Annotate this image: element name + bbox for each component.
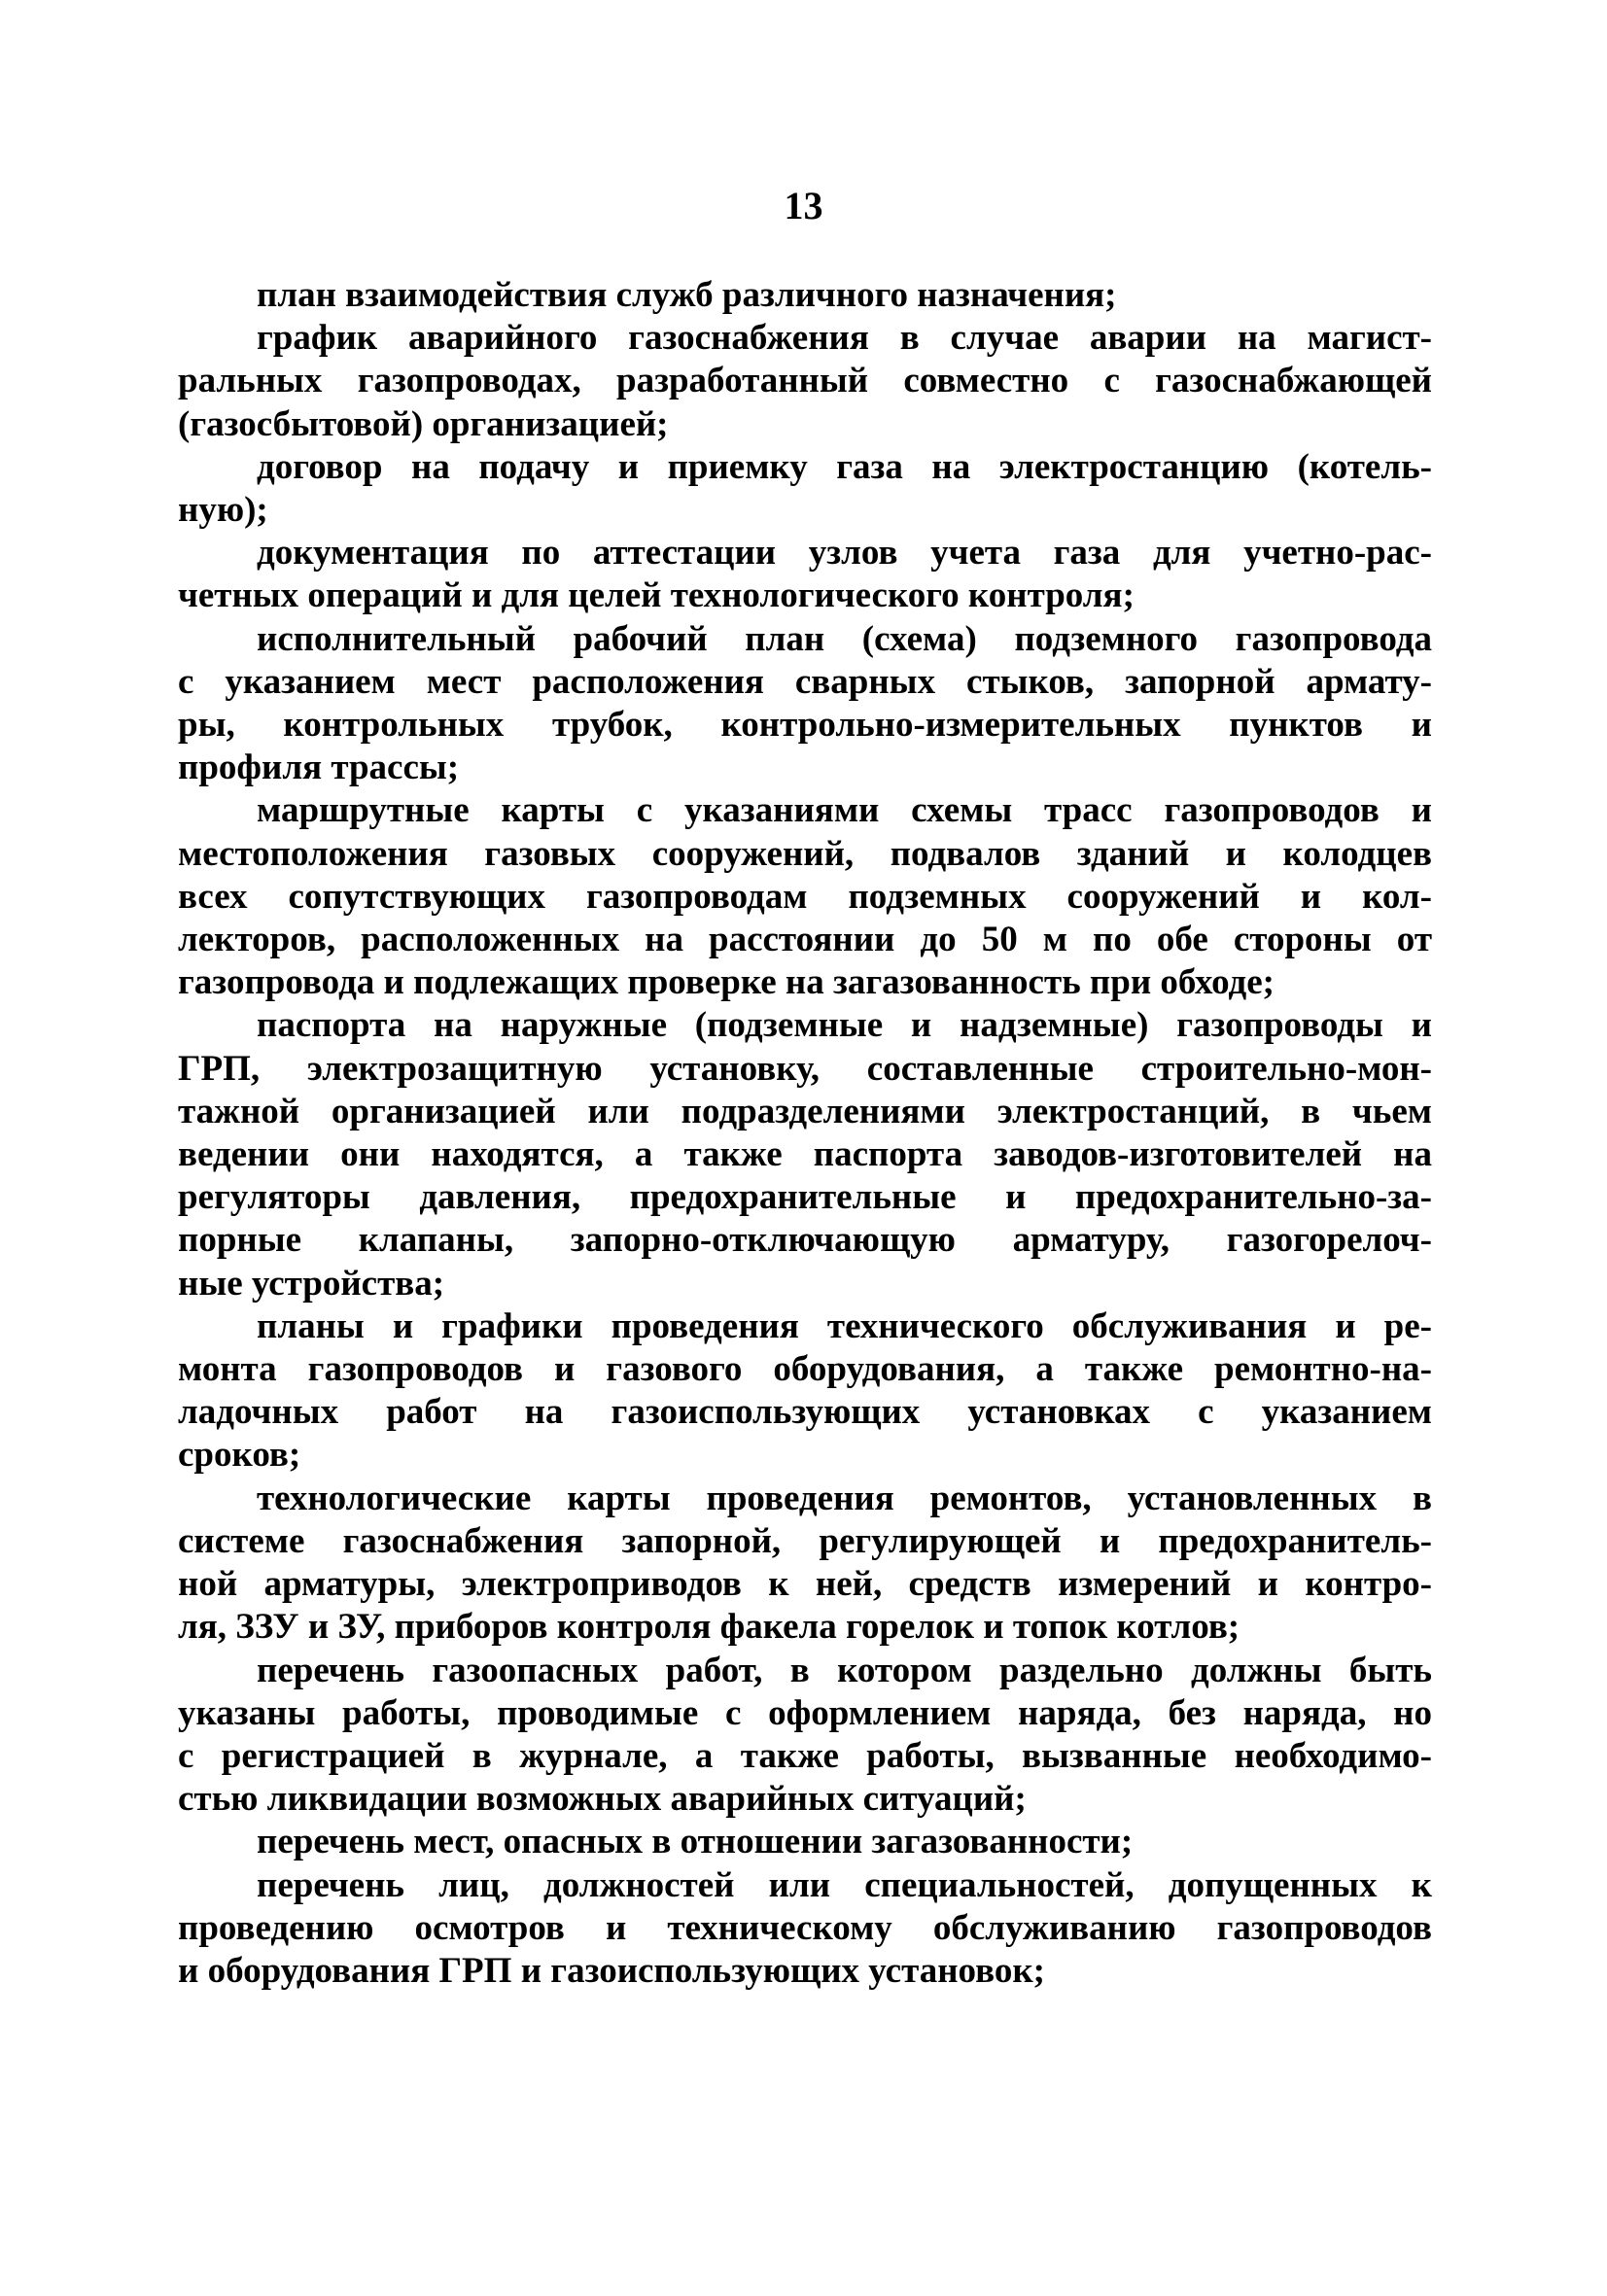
list-item-1 [178,274,1432,317]
text-line: газопровода и подлежащих проверке на загазованность при обходе; [178,962,1275,1003]
text-line: маршрутные карты с указаниями схемы трасс газопроводов и [257,790,1432,831]
text-line: (газосбытовой) организацией; [178,403,669,444]
text-line: тажной организацией или подразделениями электростанций, в чьем [178,1091,1432,1131]
list-item-3 [178,446,1432,532]
list-item-5 [178,618,1432,790]
text-line: документация по аттестации узлов учета газа для учетно-рас- [257,533,1432,574]
document-list [178,274,1432,1993]
text-line: и оборудования ГРП и газоиспользующих установок; [178,1950,1045,1991]
text-line: порные клапаны, запорно-отключающую арматуру, газогорелоч- [178,1220,1432,1261]
text-line: ля, ЗЗУ и ЗУ, приборов контроля факела горелок и топок котлов; [178,1607,1240,1648]
text-line: ральных газопроводах, разработанный совместно с газоснабжающей [178,361,1432,401]
text-line: ры, контрольных трубок, контрольно-измерительных пунктов и [178,705,1432,746]
text-line: стью ликвидации возможных аварийных ситуаций; [178,1779,1027,1820]
page-number: 13 [784,184,823,227]
list-item-8 [178,1305,1432,1478]
text-line: профиля трассы; [178,748,460,788]
text-line: план взаимодействия служб различного назначения; [257,275,1117,315]
text-line: планы и графики проведения технического обслуживания и ре- [257,1305,1432,1346]
text-line: ные устройства; [178,1263,445,1304]
text-line: проведению осмотров и техническому обслуживанию газопроводов [178,1907,1432,1948]
text-line: системе газоснабжения запорной, регулирующей и предохранитель- [178,1520,1432,1561]
list-item-4 [178,532,1432,617]
text-line: всех сопутствующих газопроводам подземных сооружений и кол- [178,876,1432,917]
text-line: лекторов, расположенных на расстоянии до 50 м по обе стороны от [178,920,1432,960]
text-line: паспорта на наружные (подземные и надземные) газопроводы и [257,1005,1432,1046]
list-item-10 [178,1650,1432,1822]
list-item-9 [178,1478,1432,1650]
text-line: указаны работы, проводимые с оформлением наряда, без наряда, но [178,1692,1432,1733]
text-line: ГРП, электрозащитную установку, составленные строительно-мон- [178,1048,1432,1089]
text-line: ладочных работ на газоиспользующих установках с указанием [178,1392,1432,1433]
text-line: ведении они находятся, а также паспорта заводов-изготовителей на [178,1134,1432,1175]
text-line: перечень газоопасных работ, в котором раздельно должны быть [257,1650,1432,1690]
text-line: ную); [178,490,268,531]
text-line: договор на подачу и приемку газа на электростанцию (котель- [257,446,1432,487]
text-line: ной арматуры, электроприводов к ней, средств измерений и контро- [178,1564,1432,1605]
list-item-11 [178,1821,1432,1863]
list-item-6 [178,789,1432,1004]
text-line: график аварийного газоснабжения в случае аварии на магист- [257,318,1432,359]
list-item-12 [178,1864,1432,1994]
text-line: местоположения газовых сооружений, подвалов зданий и колодцев [178,833,1432,874]
list-item-7 [178,1004,1432,1305]
text-line: монта газопроводов и газового оборудования, а также ремонтно-на- [178,1349,1432,1390]
text-line: четных операций и для целей технологического контроля; [178,575,1135,616]
text-line: технологические карты проведения ремонтов, установленных в [257,1478,1432,1518]
text-line: исполнительный рабочий план (схема) подземного газопровода [257,618,1432,659]
text-line: с указанием мест расположения сварных стыков, запорной армату- [178,661,1432,702]
text-line: с регистрацией в журнале, а также работы, вызванные необходимо- [178,1735,1432,1776]
text-line: перечень лиц, должностей или специальностей, допущенных к [257,1864,1432,1905]
list-item-2 [178,317,1432,446]
text-line: перечень мест, опасных в отношении загазованности; [257,1822,1134,1862]
text-line: регуляторы давления, предохранительные и предохранительно-за- [178,1177,1432,1218]
text-line: сроков; [178,1435,301,1476]
